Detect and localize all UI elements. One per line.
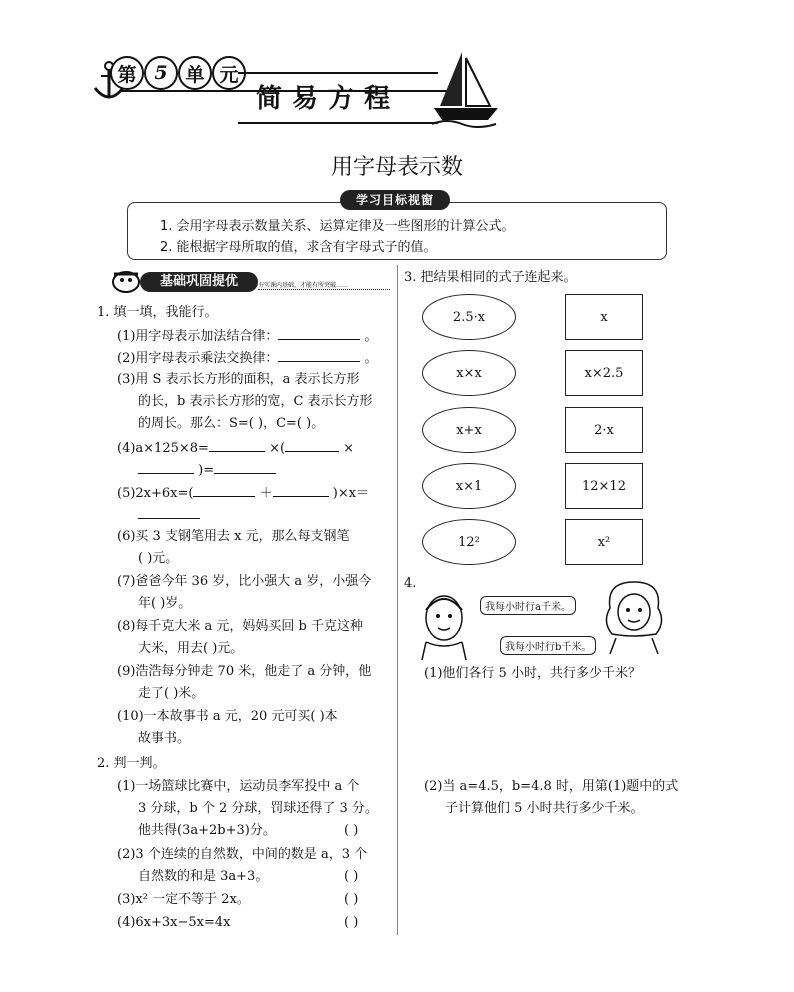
answer-blank[interactable] [273,482,329,497]
q1-item-10-line-2: 故事书。 [138,731,191,746]
q1-item-5-text: (5)2x+6x=( [117,486,194,501]
section-banner: 基础巩固提优 [140,272,258,292]
match-oval[interactable]: 2.5·x [422,294,516,340]
q2-item-1-line-2: 3 分球，b 个 2 分球，罚球还得了 3 分。 [138,801,378,816]
q1-item-4-line-2 [138,459,276,481]
q2-item-1-line-1: (1)一场篮球比赛中，运动员李军投中 a 个 [117,779,360,794]
match-oval[interactable]: x×1 [422,463,516,509]
judge-paren[interactable]: ( ) [344,869,359,884]
lesson-title: 用字母表示数 [330,155,463,180]
answer-blank[interactable] [278,325,360,340]
q1-item-7-line-2: 年( )岁。 [138,596,192,611]
judge-paren[interactable]: ( ) [344,823,359,838]
q2-title: 2. 判一判。 [97,756,166,771]
q1-title: 1. 填一填，我能行。 [97,305,218,320]
match-oval[interactable]: x+x [422,407,516,453]
q1-item-3-line-1: (3)用 S 表示长方形的面积，a 表示长方形 [117,372,360,387]
unit-title: 简易方程 [256,84,401,114]
q1-item-6-line-1: (6)买 3 支钢笔用去 x 元，那么每支钢笔 [117,529,350,544]
q2-item-2-line-1: (2)3 个连续的自然数，中间的数是 a，3 个 [117,847,368,862]
q1-item-7-line-1: (7)爸爸今年 36 岁，比小强大 a 岁，小强今 [117,574,372,589]
q1-item-8-line-2: 大米，用去( )元。 [138,641,244,656]
q1-item-2: (2)用字母表示乘法交换律： 。 [117,347,378,369]
match-box[interactable]: x×2.5 [565,350,643,396]
q1-item-6-line-2: ( )元。 [138,551,179,566]
answer-blank[interactable] [278,347,360,362]
q1-item-3-line-2: 的长，b 表示长方形的宽，C 表示长方形 [138,394,373,409]
q1-item-8-line-1: (8)每千克大米 a 元，妈妈买回 b 千克这种 [117,619,364,634]
answer-blank[interactable] [138,459,194,474]
q4-sub-1: (1)他们各行 5 小时，共行多少千米？ [424,666,641,681]
q2-item-4: (4)6x+3x−5x=4x [117,915,231,930]
judge-paren[interactable]: ( ) [344,892,359,907]
unit-char-3: 单 [178,56,212,90]
answer-blank[interactable] [138,504,200,519]
answer-blank[interactable] [193,482,255,497]
match-box[interactable]: x [565,294,643,340]
unit-char-1: 第 [110,56,144,90]
q2-item-1-line-3: 他共得(3a+2b+3)分。 [138,823,276,838]
unit-char-4: 元 [212,56,246,90]
section-note: 夯实课内基础，才能有所突破…… [258,280,390,290]
match-oval[interactable]: x×x [422,350,516,396]
match-box[interactable]: 12×12 [565,463,643,509]
q1-item-5: (5)2x+6x=( ＋ )×x＝ [117,482,369,504]
q2-item-2-line-2: 自然数的和是 3a+3。 [138,869,269,884]
cartoon-icon [110,268,142,294]
q4-sub-2-line-1: (2)当 a=4.5，b=4.8 时，用第(1)题中的式 [424,779,679,794]
q4-title: 4. [404,576,417,591]
q1-item-2-text: (2)用字母表示乘法交换律： [117,351,279,366]
answer-blank[interactable] [285,437,339,452]
q1-item-4-text: (4)a×125×8= [117,441,209,456]
judge-paren[interactable]: ( ) [344,915,359,930]
q4-sub-2-line-2: 子计算他们 5 小时共行多少千米。 [445,801,644,816]
answer-blank[interactable] [209,437,265,452]
speech-bubble-boy: 我每小时行a千米。 [480,596,576,615]
q1-item-10-line-1: (10)一本故事书 a 元，20 元可买( )本 [117,709,338,724]
column-divider [397,265,398,935]
answer-blank[interactable] [214,459,276,474]
boy-figure-icon [418,590,476,662]
girl-figure-icon [600,578,668,656]
q1-item-4-line-2-text: )= [198,463,215,478]
q1-item-4: (4)a×125×8= ×( × [117,437,354,459]
objectives-label: 学习目标视窗 [340,190,450,210]
q1-item-3-line-3: 的周长。那么：S=( )，C=( )。 [138,416,325,431]
q1-item-9-line-1: (9)浩浩每分钟走 70 米，他走了 a 分钟，他 [117,664,372,679]
objective-item-1: 1. 会用字母表示数量关系、运算定律及一些图形的计算公式。 [160,219,515,234]
speech-bubble-girl: 我每小时行b千米。 [500,636,596,655]
match-box[interactable]: x² [565,519,643,565]
q1-item-9-line-2: 走了( )米。 [138,686,205,701]
objective-item-2: 2. 能根据字母所取的值，求含有字母式子的值。 [160,240,437,255]
q1-item-1: (1)用字母表示加法结合律： 。 [117,325,378,347]
q1-item-1-text: (1)用字母表示加法结合律： [117,329,279,344]
q2-item-3: (3)x² 一定不等于 2x。 [117,892,250,907]
q3-title: 3. 把结果相同的式子连起来。 [404,270,577,285]
unit-number: 5 [144,56,178,90]
match-oval[interactable]: 12² [422,519,516,565]
match-box[interactable]: 2·x [565,407,643,453]
sailboat-illustration [432,48,502,128]
q1-item-5-line-2 [138,504,200,526]
